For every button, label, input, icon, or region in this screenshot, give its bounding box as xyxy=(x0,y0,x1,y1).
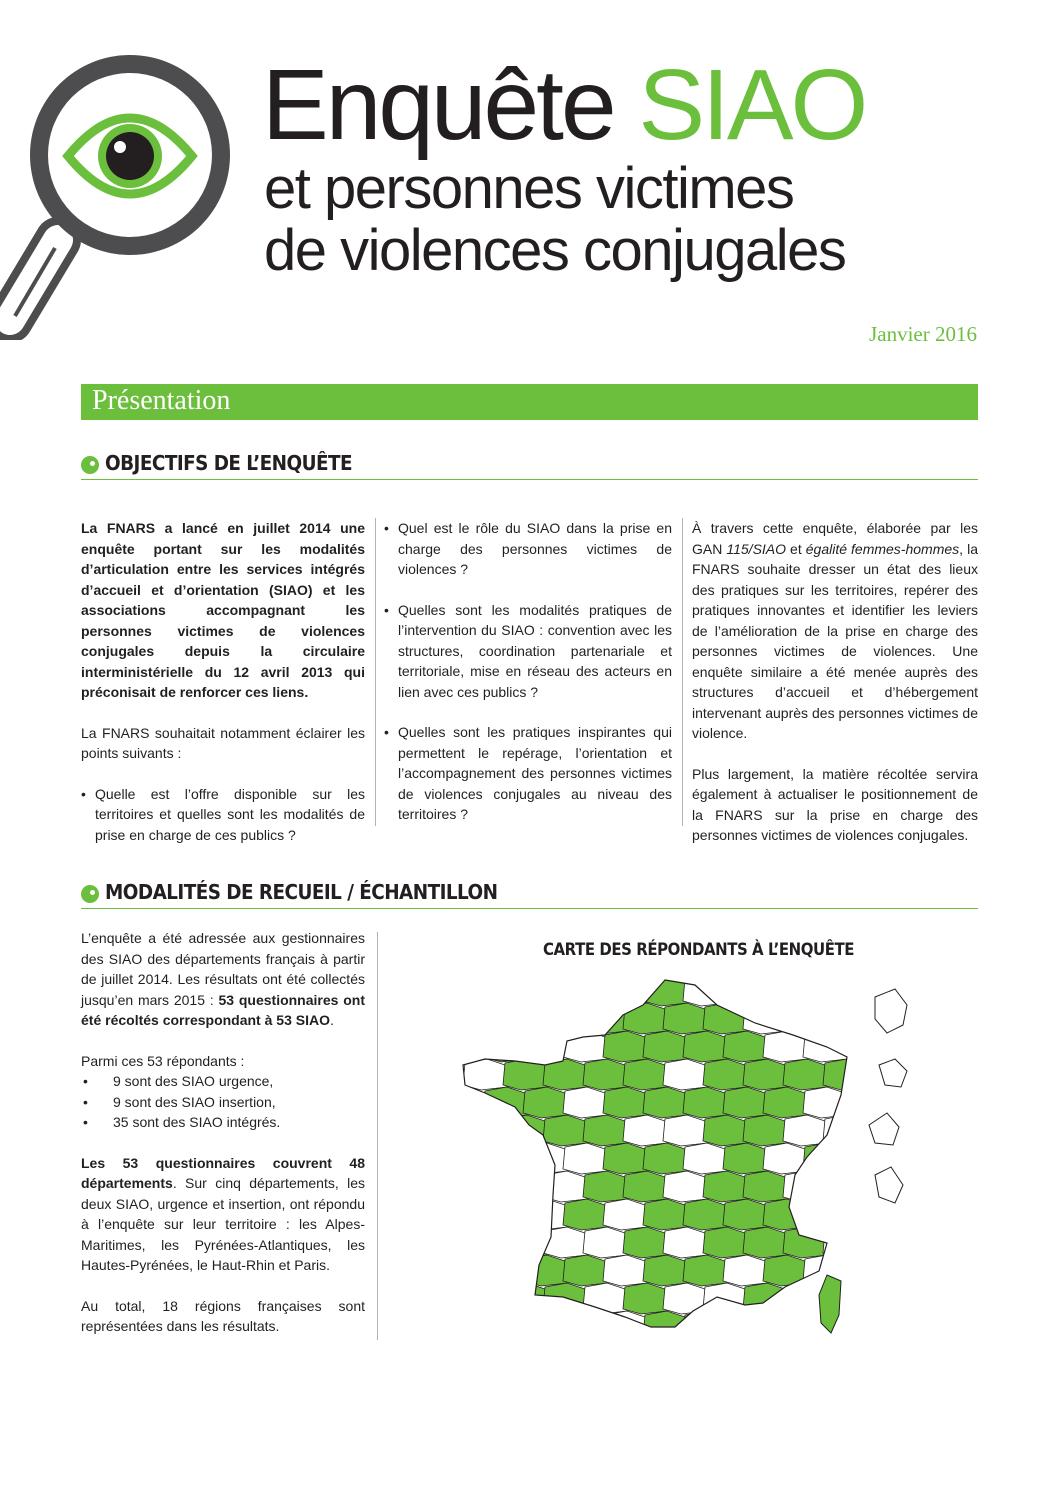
banner-label: Présentation xyxy=(92,385,231,416)
department-shape xyxy=(463,1227,507,1258)
overseas-department xyxy=(875,1167,903,1203)
paragraph: À travers cette enquête, élaborée par les GAN 115/SIAO et égalité femmes-hommes, la FNARS souhaite dresser un état des lieux des pratiques sur les territoires, repérer des pratiques innovantes et identifier les leviers de l’amélioration de la prise en charge des personnes victimes de violences. Une enquête similaire a été menée auprès des structures d’accueil et d’hébergement intervenant auprès des personnes victimes de violence. xyxy=(692,520,978,741)
page-title: Enquête SIAO xyxy=(262,49,866,161)
department-shape xyxy=(683,1143,727,1174)
column-divider xyxy=(682,518,683,826)
department-shape xyxy=(723,1143,767,1174)
department-shape xyxy=(455,975,487,1006)
department-shape xyxy=(455,1143,487,1174)
question-bullet: • Quelles sont les pratiques inspirantes qui permettent le repérage, l’orientation et l’accompagnement des personnes victimes de violences conjugales au niveau des territoires ? xyxy=(384,722,672,825)
department-shape xyxy=(803,1143,847,1174)
department-shape xyxy=(503,1171,547,1202)
department-shape xyxy=(663,1227,707,1258)
bullet-dot-icon xyxy=(81,456,99,474)
department-shape xyxy=(663,1283,707,1314)
department-shape xyxy=(663,1115,707,1146)
department-shape xyxy=(543,1171,587,1202)
department-shape xyxy=(603,1143,647,1174)
department-shape xyxy=(783,1003,827,1034)
department-shape xyxy=(523,1143,567,1174)
department-shape xyxy=(623,1115,667,1146)
department-shape xyxy=(455,1199,487,1230)
department-shape xyxy=(643,1143,687,1174)
department-shape xyxy=(523,1087,567,1118)
department-shape xyxy=(463,1115,507,1146)
department-shape xyxy=(563,1143,607,1174)
department-shape xyxy=(823,1227,867,1258)
department-shape xyxy=(743,1171,787,1202)
department-shape xyxy=(455,1031,487,1062)
department-shape xyxy=(823,1003,867,1034)
column-divider xyxy=(377,932,378,1340)
department-shape xyxy=(703,1171,747,1202)
department-shape xyxy=(783,1115,827,1146)
department-shape xyxy=(723,1199,767,1230)
department-shape xyxy=(523,1031,567,1062)
department-shape xyxy=(623,1171,667,1202)
department-shape xyxy=(455,1255,487,1286)
department-shape xyxy=(763,1199,807,1230)
department-shape xyxy=(823,1171,867,1202)
department-shape xyxy=(603,1087,647,1118)
department-shape xyxy=(503,1283,547,1314)
modalites-column xyxy=(81,928,365,1357)
paragraph: Au total, 18 régions françaises sont représentées dans les résultats. xyxy=(81,1297,365,1334)
department-shape xyxy=(803,1199,847,1230)
paragraph: La FNARS souhaitait notamment éclairer les points suivants : xyxy=(81,724,365,761)
department-shape xyxy=(783,1059,827,1090)
department-shape xyxy=(563,1199,607,1230)
bullet-dot-icon xyxy=(81,885,99,903)
department-shape xyxy=(663,1059,707,1090)
map-title: CARTE DES RÉPONDANTS À L’ENQUÊTE xyxy=(543,940,855,960)
department-shape xyxy=(743,1227,787,1258)
question-bullet: • Quelles sont les modalités pratiques de l’intervention du SIAO : convention avec les structures, coordination partenariale et territoriale, mise en réseau des acteurs en lien avec ces publics ? xyxy=(384,600,672,703)
department-shape xyxy=(463,1171,507,1202)
department-shape xyxy=(543,1003,587,1034)
department-shape xyxy=(563,975,607,1006)
department-shape xyxy=(683,1031,727,1062)
overseas-department xyxy=(875,989,907,1033)
department-shape xyxy=(483,1255,527,1286)
publication-date: Janvier 2016 xyxy=(869,322,977,346)
corsica-region xyxy=(819,1275,841,1333)
department-shape xyxy=(683,1255,727,1286)
department-shape xyxy=(823,1059,867,1090)
department-shape xyxy=(623,1283,667,1314)
department-shape xyxy=(483,1311,527,1342)
departments-grid xyxy=(455,975,867,1342)
objectifs-column-1 xyxy=(81,518,365,865)
list-item: • 9 sont des SIAO urgence, xyxy=(81,1071,365,1092)
objectifs-column-2 xyxy=(384,518,672,845)
section-heading-modalites: MODALITÉS DE RECUEIL / ÉCHANTILLON xyxy=(81,880,978,909)
intro-paragraph: La FNARS a lancé en juillet 2014 une enquête portant sur les modalités d’articulation entre les services intégrés d’accueil et d’orientation (SIAO) et les associations accompagnant les personnes victimes de violences conjugales depuis la circulaire interministérielle du 12 avril 2013 qui préconisait de renforcer ces liens. xyxy=(81,520,365,700)
department-shape xyxy=(663,1003,707,1034)
department-shape xyxy=(503,1059,547,1090)
page-subtitle-line2: de violences conjugales xyxy=(264,218,846,283)
department-shape xyxy=(543,1227,587,1258)
department-shape xyxy=(763,1255,807,1286)
department-shape xyxy=(503,1003,547,1034)
paragraph: Les 53 questionnaires couvrent 48 départements. Sur cinq départements, les deux SIAO, urgence et insertion, ont répondu à l’enquête sur leur territoire : les Alpes-Maritimes, les Pyrénées-Atlantiques, les Hautes-Pyrénées, le Haut-Rhin et Paris. xyxy=(81,1154,365,1273)
department-shape xyxy=(763,1143,807,1174)
department-shape xyxy=(583,1227,627,1258)
department-shape xyxy=(723,1031,767,1062)
department-shape xyxy=(463,1003,507,1034)
department-shape xyxy=(563,1087,607,1118)
department-shape xyxy=(703,1059,747,1090)
department-shape xyxy=(603,1199,647,1230)
department-shape xyxy=(603,975,647,1006)
department-shape xyxy=(463,1283,507,1314)
section-heading-objectifs: OBJECTIFS DE L’ENQUÊTE xyxy=(81,451,978,480)
department-shape xyxy=(703,1115,747,1146)
department-shape xyxy=(483,1143,527,1174)
department-shape xyxy=(643,1087,687,1118)
magnifier-eye-icon xyxy=(0,20,260,340)
department-shape xyxy=(823,1115,867,1146)
overseas-department xyxy=(879,1059,907,1087)
department-shape xyxy=(723,1255,767,1286)
department-shape xyxy=(783,1227,827,1258)
department-shape xyxy=(783,1171,827,1202)
list-item: • 35 sont des SIAO intégrés. xyxy=(81,1112,365,1133)
department-shape xyxy=(703,1283,747,1314)
department-shape xyxy=(483,1199,527,1230)
department-shape xyxy=(743,1283,787,1314)
department-shape xyxy=(483,1031,527,1062)
paragraph: Parmi ces 53 répondants : xyxy=(81,1052,245,1069)
page-subtitle-line1: et personnes victimes xyxy=(264,156,794,221)
column-divider xyxy=(375,518,376,826)
department-shape xyxy=(483,975,527,1006)
department-shape xyxy=(563,1311,607,1342)
paragraph: L’enquête a été adressée aux gestionnaires des SIAO des départements français à partir de juillet 2014. Les résultats ont été collectés jusqu’en mars 2015 : 53 questionnaires ont été récoltés correspondant à 53 SIAO. xyxy=(81,930,365,1028)
department-shape xyxy=(643,1255,687,1286)
department-shape xyxy=(683,1199,727,1230)
department-shape xyxy=(603,1255,647,1286)
section-banner xyxy=(81,384,978,420)
question-bullet: • Quelle est l’offre disponible sur les territoires et quelles sont les modalités de prise en charge de ces publics ? xyxy=(81,784,365,846)
department-shape xyxy=(643,1199,687,1230)
department-shape xyxy=(803,1087,847,1118)
department-shape xyxy=(583,1059,627,1090)
department-shape xyxy=(723,1087,767,1118)
department-shape xyxy=(623,1227,667,1258)
department-shape xyxy=(543,1283,587,1314)
department-shape xyxy=(763,975,807,1006)
department-shape xyxy=(763,1087,807,1118)
department-shape xyxy=(723,1311,767,1342)
department-shape xyxy=(763,1311,807,1342)
department-shape xyxy=(523,1311,567,1342)
department-shape xyxy=(803,975,847,1006)
department-shape xyxy=(583,1115,627,1146)
paragraph: Plus largement, la matière récoltée servira également à actualiser le positionnement de la FNARS sur la prise en charge des personnes victimes de violences conjugales. xyxy=(692,765,978,843)
department-shape xyxy=(683,975,727,1006)
department-shape xyxy=(503,1227,547,1258)
department-shape xyxy=(763,1031,807,1062)
france-departments-map xyxy=(455,975,935,1365)
department-shape xyxy=(643,1031,687,1062)
department-shape xyxy=(623,1003,667,1034)
department-shape xyxy=(743,1115,787,1146)
department-shape xyxy=(583,1283,627,1314)
department-shape xyxy=(663,1171,707,1202)
list-item: • 9 sont des SIAO insertion, xyxy=(81,1092,365,1113)
department-shape xyxy=(455,1311,487,1342)
department-shape xyxy=(603,1311,647,1342)
department-shape xyxy=(603,1031,647,1062)
department-shape xyxy=(523,975,567,1006)
department-shape xyxy=(683,1087,727,1118)
department-shape xyxy=(563,1255,607,1286)
objectifs-column-3 xyxy=(692,518,978,866)
department-shape xyxy=(523,1199,567,1230)
department-shape xyxy=(543,1115,587,1146)
department-shape xyxy=(743,1003,787,1034)
department-shape xyxy=(583,1171,627,1202)
department-shape xyxy=(523,1255,567,1286)
overseas-department xyxy=(869,1113,899,1145)
department-shape xyxy=(623,1059,667,1090)
question-bullet: • Quel est le rôle du SIAO dans la prise en charge des personnes victimes de violences ? xyxy=(384,518,672,580)
department-shape xyxy=(683,1311,727,1342)
department-shape xyxy=(703,1227,747,1258)
department-shape xyxy=(703,1003,747,1034)
department-shape xyxy=(723,975,767,1006)
department-shape xyxy=(743,1059,787,1090)
